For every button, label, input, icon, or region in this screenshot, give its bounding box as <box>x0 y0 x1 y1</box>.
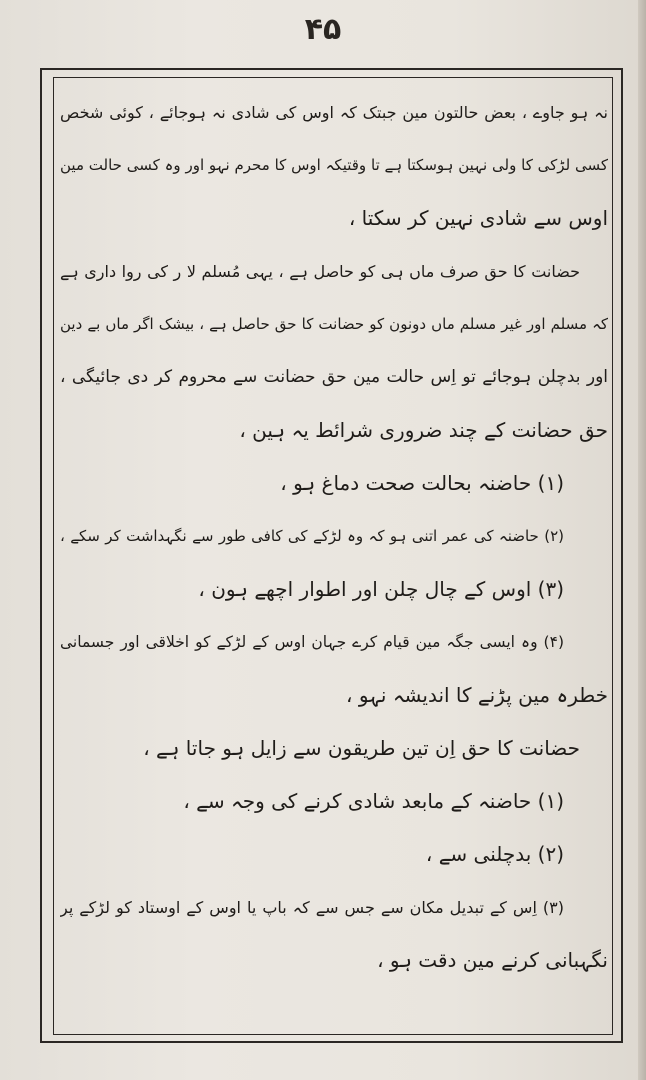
page-number: ۴۵ <box>304 12 342 47</box>
text-line: خطرہ مین پڑنے کا اندیشہ نہو ، <box>346 683 608 707</box>
text-line: نہ ہو جاوے ، بعض حالتون مین جبتک کہ اوس کی شادی نہ ہوجائے ، کوئی شخص <box>60 103 608 122</box>
body-text <box>60 86 608 987</box>
page-edge <box>638 0 646 1080</box>
list-item: (۳) اِس کے تبدیل مکان سے جس سے کہ باپ یا اوس کے اوستاد کو لڑکے پر <box>60 898 564 917</box>
list-item: (۱) حاضنہ بحالت صحت دماغ ہو ، <box>280 471 564 495</box>
text-line: حضانت کا حق صرف ماں ہی کو حاصل ہے ، یہی مُسلم لا ر کی روا داری ہے <box>60 262 580 281</box>
text-line: اوس سے شادی نہین کر سکتا ، <box>348 206 608 230</box>
text-line: نگہبانی کرنے مین دقت ہو ، <box>377 948 608 972</box>
text-line: حق حضانت کے چند ضروری شرائط یہ ہین ، <box>239 418 608 442</box>
list-item: (۱) حاضنہ کے مابعد شادی کرنے کی وجہ سے ، <box>183 789 564 813</box>
list-item: (۳) اوس کے چال چلن اور اطوار اچھے ہون ، <box>198 577 564 601</box>
list-item: (۲) بدچلنی سے ، <box>425 842 564 866</box>
list-item: (۲) حاضنہ کی عمر اتنی ہو کہ وہ لڑکے کی کافی طور سے نگہداشت کر سکے ، <box>60 527 564 545</box>
text-line: کہ مسلم اور غیر مسلم ماں دونون کو حضانت کا حق حاصل ہے ، بیشک اگر ماں بے دین <box>60 315 608 333</box>
text-line: حضانت کا حق اِن تین طریقون سے زایل ہو جاتا ہے ، <box>143 736 580 760</box>
text-line: اور بدچلن ہوجائے تو اِس حالت مین حق حضانت سے محروم کر دی جائیگی ، <box>60 367 608 387</box>
text-line: کسی لڑکی کا ولی نہین ہوسکتا ہے تا وقتیکہ اوس کا محرم نہو اور وہ کسی حالت مین <box>60 156 608 174</box>
list-item: (۴) وہ ایسی جگہ مین قیام کرے جہان اوس کے لڑکے کو اخلاقی اور جسمانی <box>60 633 564 651</box>
